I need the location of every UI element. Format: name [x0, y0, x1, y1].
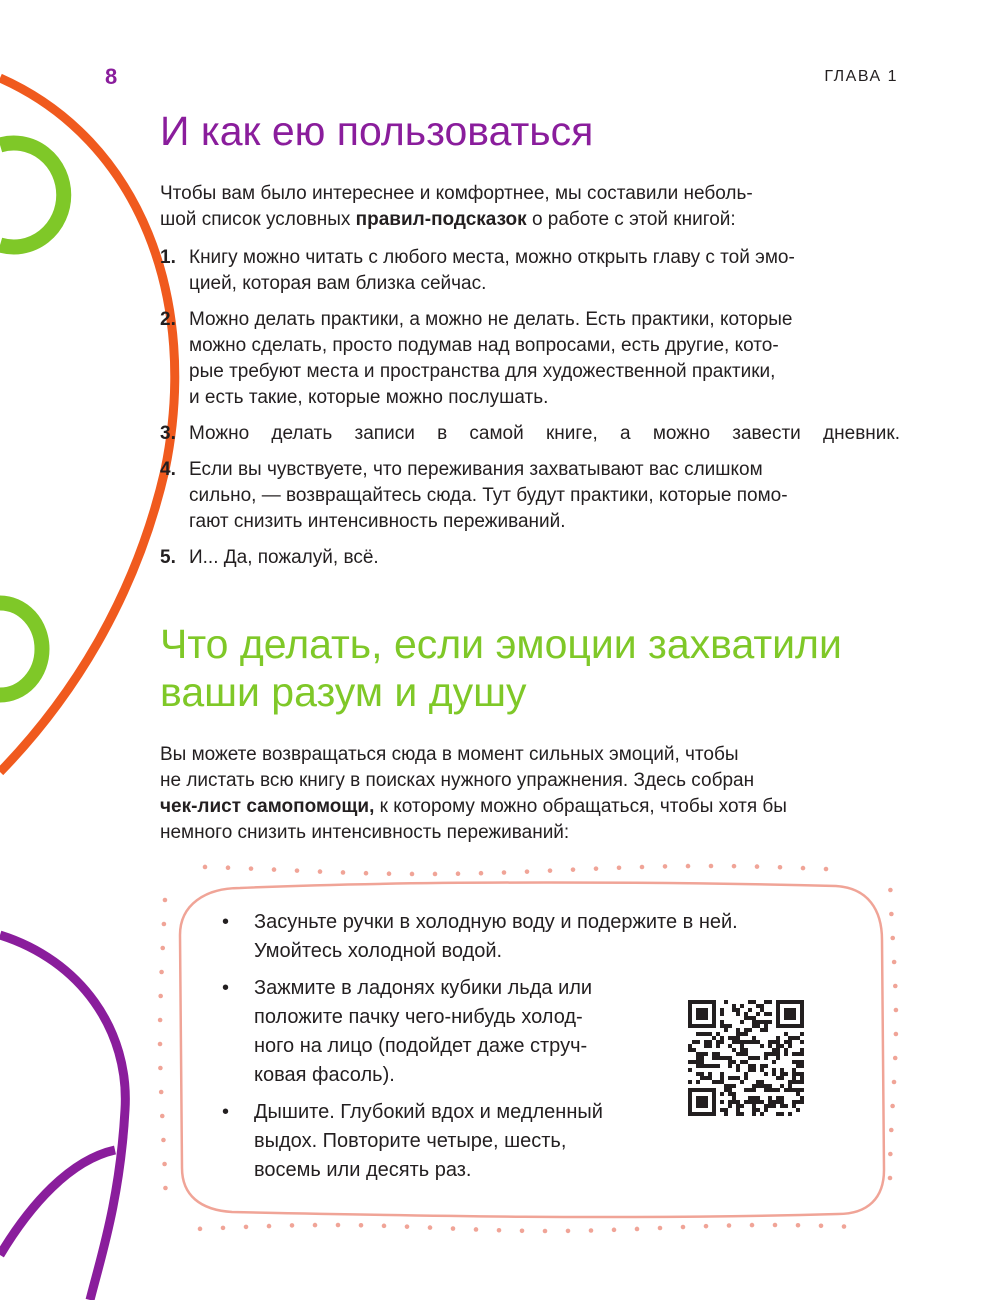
checklist-text: ного на лицо (подойдет даже струч- [254, 1035, 588, 1057]
bold-term: чек-лист самопомощи, [160, 796, 375, 817]
checklist-intro-paragraph [160, 742, 890, 846]
rule-text: Можно делать записи в самой книге, а можно завести дневник. [189, 423, 900, 444]
green-ring-decoration [0, 603, 42, 695]
rule-number: 3. [160, 423, 176, 444]
bullet-icon: • [222, 977, 230, 999]
rule-number: 5. [160, 547, 176, 568]
intro-line: к которому можно обращаться, чтобы хотя бы [374, 796, 787, 817]
rule-text: Книгу можно читать с любого места, можно открыть главу с той эмо- [189, 247, 795, 268]
rule-text: цией, которая вам близка сейчас. [189, 273, 487, 294]
green-ring-decoration [0, 143, 64, 247]
intro-line: Вы можете возвращаться сюда в момент сильных эмоций, чтобы [160, 744, 739, 765]
section-title-line: ваши разум и душу [160, 669, 527, 715]
qr-code-icon[interactable] [688, 1000, 804, 1116]
checklist-text: Умойтесь холодной водой. [254, 940, 503, 962]
bold-term: правил-подсказок [355, 209, 527, 230]
rules-list [160, 245, 900, 581]
checklist-item [220, 908, 840, 966]
rule-text: И... Да, пожалуй, всё. [189, 547, 379, 568]
rule-text: рые требуют места и пространства для художественной практики, [189, 361, 776, 382]
purple-loop-decoration [0, 935, 125, 1300]
checklist-text: выдох. Повторите четыре, шесть, [254, 1130, 567, 1152]
intro-line: шой список условных [160, 209, 356, 230]
rule-text: Можно делать практики, а можно не делать. Есть практики, которые [189, 309, 793, 330]
intro-line: о работе с этой книгой: [526, 209, 736, 230]
rule-item [160, 457, 900, 535]
rule-text: и есть такие, которые можно послушать. [189, 387, 549, 408]
section-title: И как ею пользоваться [160, 108, 594, 154]
chapter-label: ГЛАВА 1 [824, 68, 898, 85]
rule-text: сильно, — возвращайтесь сюда. Тут будут практики, которые помо- [189, 485, 788, 506]
rule-text: Если вы чувствуете, что переживания захватывают вас слишком [189, 459, 763, 480]
bullet-icon: • [222, 1101, 230, 1123]
rule-number: 4. [160, 459, 176, 480]
rule-text: можно сделать, просто подумав над вопросами, есть другие, кото- [189, 335, 779, 356]
rule-item [160, 307, 900, 411]
intro-line: немного снизить интенсивность переживаний: [160, 822, 570, 843]
intro-paragraph [160, 181, 890, 233]
section-title-line: Что делать, если эмоции захватили [160, 621, 842, 667]
section-title [160, 620, 950, 716]
intro-line: не листать всю книгу в поисках нужного упражнения. Здесь собран [160, 770, 755, 791]
rule-item [160, 545, 900, 571]
rule-number: 1. [160, 247, 176, 268]
rule-text: гают снизить интенсивность переживаний. [189, 511, 566, 532]
intro-line: Чтобы вам было интереснее и комфортнее, мы составили неболь- [160, 183, 753, 204]
rule-number: 2. [160, 309, 176, 330]
checklist-text: положите пачку чего-нибудь холод- [254, 1006, 583, 1028]
purple-loop-decoration [0, 1150, 115, 1255]
orange-arc-decoration [0, 78, 175, 772]
rule-item [160, 421, 900, 447]
page-number: 8 [105, 64, 118, 89]
checklist-text: Дышите. Глубокий вдох и медленный [254, 1101, 603, 1123]
checklist-text: Зажмите в ладонях кубики льда или [254, 977, 593, 999]
rule-item [160, 245, 900, 297]
checklist-text: ковая фасоль). [254, 1064, 395, 1086]
bullet-icon: • [222, 911, 230, 933]
checklist-text: Засуньте ручки в холодную воду и подержите в ней. [254, 911, 738, 933]
checklist-text: восемь или десять раз. [254, 1159, 472, 1181]
